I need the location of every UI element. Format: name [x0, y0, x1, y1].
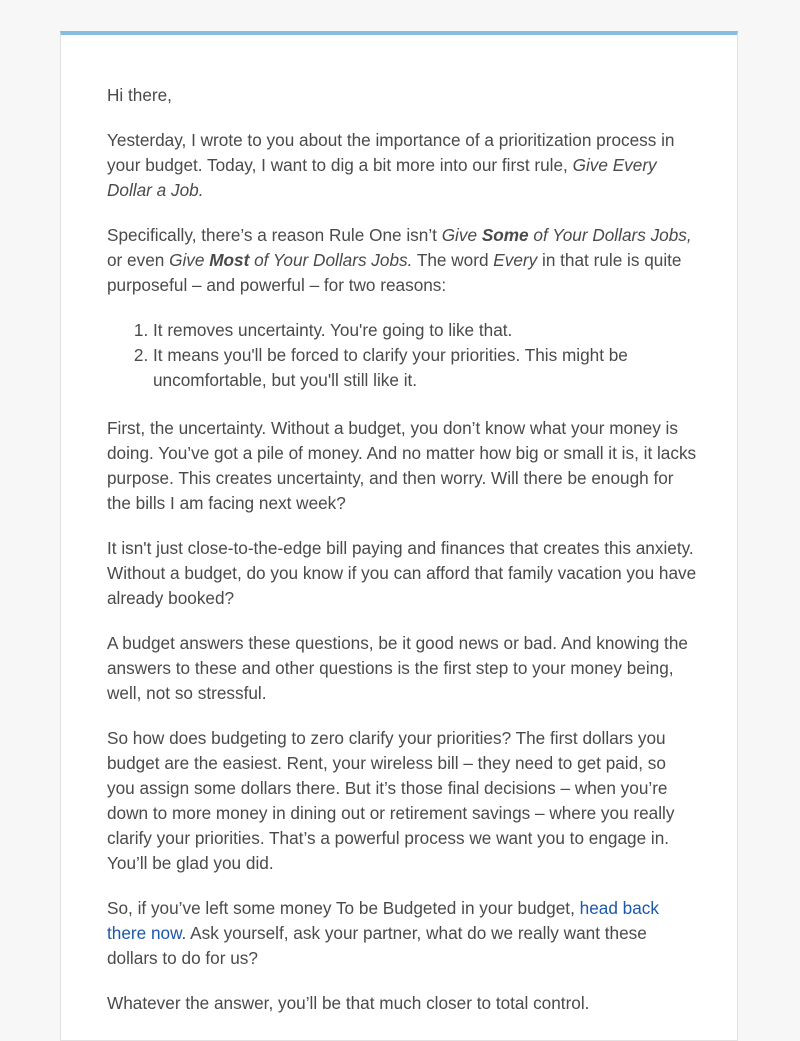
rule-name: Give Every Dollar a Job. — [107, 155, 657, 200]
paragraph-answers: A budget answers these questions, be it good news or bad. And knowing the answers to these and other questions is the first step to your money being, well, not so stressful. — [107, 633, 688, 703]
paragraph-uncertainty: First, the uncertainty. Without a budget, you don’t know what your money is doing. You’ve got a pile of money. And no matter how big or small it is, it lacks purpose. This creates uncertainty, and then worry. Will there be enough for the bills I am facing next week? — [107, 418, 697, 513]
phrase-most-a: Give — [169, 250, 210, 270]
phrase-some-b: of Your Dollars Jobs, — [528, 225, 692, 245]
cta-text-after: . Ask yourself, ask your partner, what do we really want these dollars to do for us? — [107, 923, 647, 968]
greeting: Hi there, — [107, 85, 172, 105]
paragraph-call-to-action — [107, 896, 697, 971]
head-back-link[interactable]: head back there now — [107, 898, 659, 943]
rule-one-text-1: Specifically, there’s a reason Rule One isn’t — [107, 225, 442, 245]
emphasis-most: Most — [209, 250, 250, 270]
list-item: 1. It removes uncertainty. You're going to like that. — [153, 318, 697, 343]
reasons-list — [107, 318, 697, 393]
phrase-most-b: of Your Dollars Jobs. — [249, 250, 413, 270]
list-item: 2. It means you'll be forced to clarify your priorities. This might be uncomfortable, but you'll still like it. — [153, 343, 697, 393]
phrase-some-a: Give — [441, 225, 482, 245]
paragraph-closing: Whatever the answer, you’ll be that much closer to total control. — [107, 993, 590, 1013]
emphasis-every: Every — [493, 250, 538, 270]
paragraph-anxiety: It isn't just close-to-the-edge bill paying and finances that creates this anxiety. Without a budget, do you know if you can afford that family vacation you have already booked? — [107, 538, 697, 608]
emphasis-some: Some — [481, 225, 529, 245]
paragraph-rule-one — [107, 223, 697, 298]
rule-one-text-3: The word — [412, 250, 494, 270]
email-card — [60, 31, 738, 1041]
cta-text-before: So, if you’ve left some money To be Budgeted in your budget, — [107, 898, 580, 918]
rule-one-text-2: or even — [107, 250, 170, 270]
email-body — [107, 83, 697, 1036]
phrase-most — [169, 250, 412, 270]
paragraph-priorities: So how does budgeting to zero clarify your priorities? The first dollars you budget are the easiest. Rent, your wireless bill – they need to get paid, so you assign some dollars there. But it’s those final decisions – when you’re down to more money in dining out or retirement savings – where you really clarify your priorities. That’s a powerful process we want you to engage in. You’ll be glad you did. — [107, 728, 675, 873]
intro-text: Yesterday, I wrote to you about the importance of a prioritization process in your budget. Today, I want to dig a bit more into our first rule, — [107, 130, 675, 175]
rule-one-text-4: in that rule is quite purposeful – and powerful – for two reasons: — [107, 250, 682, 295]
phrase-some — [442, 225, 692, 245]
paragraph-intro — [107, 128, 697, 203]
